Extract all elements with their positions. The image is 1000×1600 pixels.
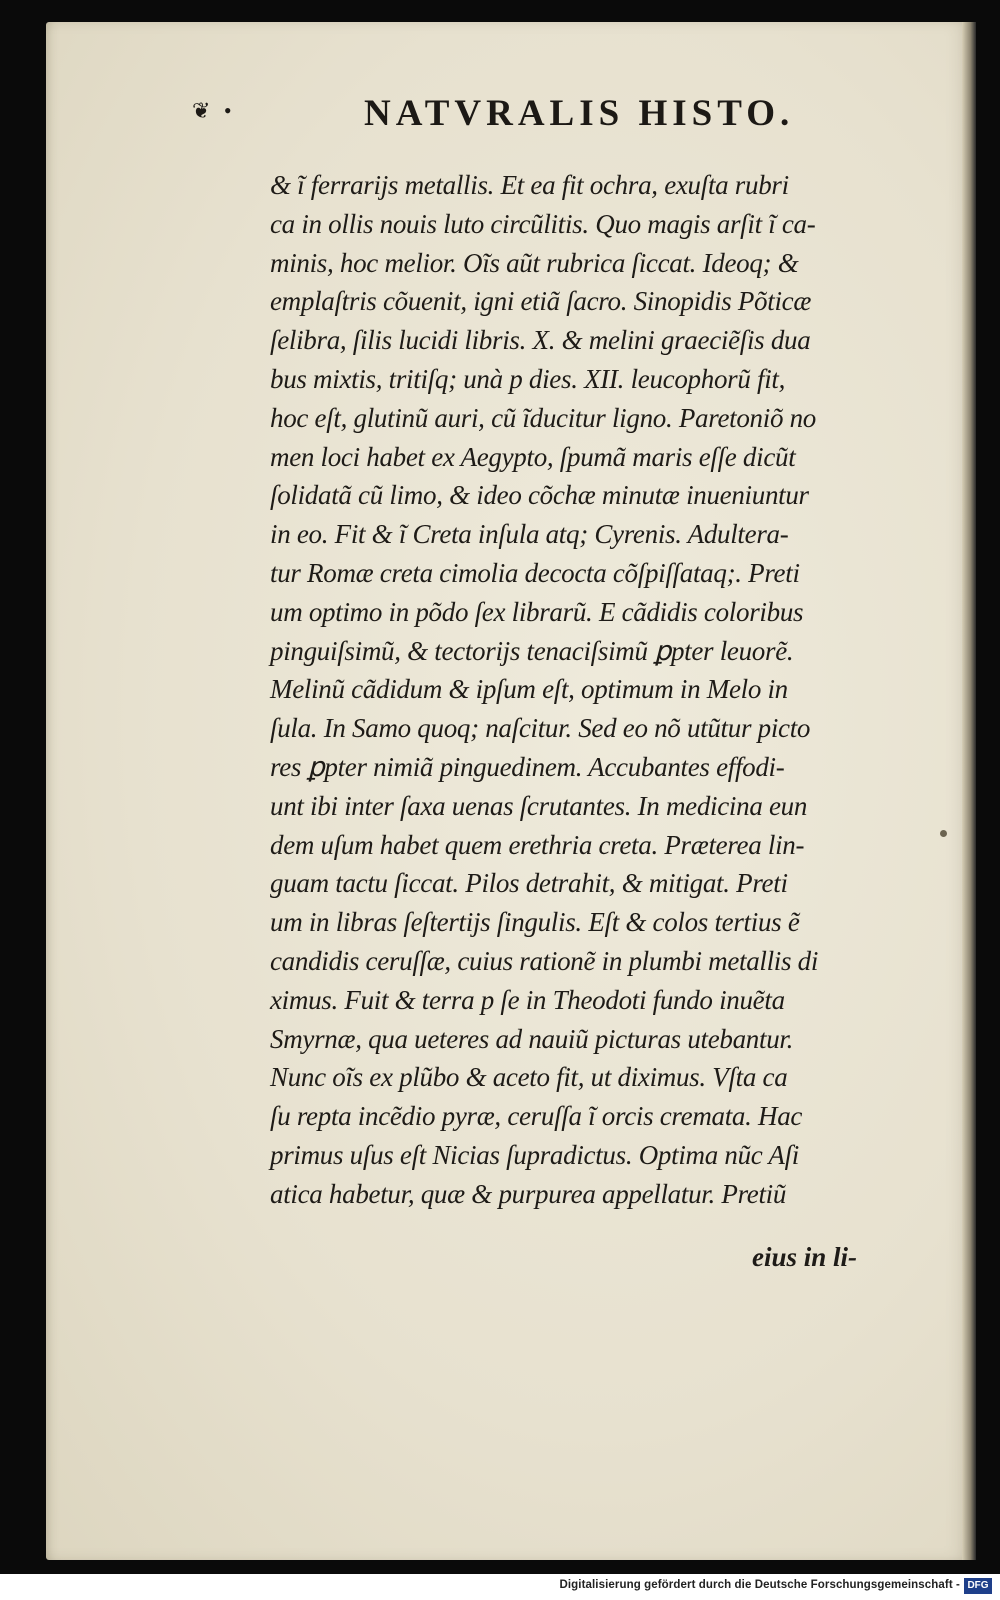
ink-speck bbox=[940, 830, 947, 837]
text-line: primus uſus eſt Nicias ſupradictus. Optima nũc Aſi bbox=[270, 1139, 800, 1170]
text-line: & ĩ ferrarijs metallis. Et ea fit ochra, exuſta rubri bbox=[270, 170, 789, 200]
footer-credit: Digitalisierung gefördert durch die Deutsche Forschungsgemeinschaft - bbox=[559, 1579, 960, 1591]
text-line: Nunc oĩs ex plũbo & aceto fit, ut diximus. Vſta ca bbox=[270, 1062, 788, 1093]
page-gutter bbox=[962, 22, 976, 1560]
text-line: ca in ollis nouis luto circũlitis. Quo magis arſit ĩ ca- bbox=[270, 208, 816, 239]
text-line: unt ibi inter ſaxa uenas ſcrutantes. In medicina eun bbox=[270, 790, 808, 821]
text-line: in eo. Fit & ĩ Creta inſula atq; Cyrenis. Adultera- bbox=[270, 519, 789, 550]
text-line: men loci habet ex Aegypto, ſpumã maris eſſe dicũt bbox=[270, 441, 796, 472]
text-line: um in libras ſeſtertijs ſingulis. Eſt & colos tertius ẽ bbox=[270, 907, 800, 938]
dfg-logo-icon: DFG bbox=[964, 1578, 992, 1594]
text-line: emplaſtris cõuenit, igni etiã ſacro. Sinopidis Põticæ bbox=[270, 286, 812, 317]
page-ornament: ❦ • bbox=[192, 98, 236, 123]
text-line: guam tactu ſiccat. Pilos detrahit, & mitigat. Preti bbox=[270, 868, 788, 899]
footer-bar bbox=[0, 1574, 1000, 1600]
text-line: atica habetur, quæ & purpurea appellatur. Pretiũ bbox=[270, 1178, 787, 1209]
text-line: minis, hoc melior. Oĩs aũt rubrica ſiccat. Ideoq; & bbox=[270, 247, 799, 278]
body-text bbox=[270, 166, 885, 1214]
text-line: hoc eſt, glutinũ auri, cũ ĩducitur ligno. Paretoniõ no bbox=[270, 402, 817, 433]
text-line: bus mixtis, tritiſq; unà p dies. XII. leucophorũ fit, bbox=[270, 363, 786, 394]
text-line: res ꝑpter nimiã pinguedinem. Accubantes effodi- bbox=[270, 751, 785, 782]
text-line: ſelibra, ſilis lucidi libris. X. & melini graeciẽſis dua bbox=[270, 325, 811, 356]
text-line: um optimo in põdo ſex librarũ. E cãdidis coloribus bbox=[270, 596, 804, 627]
running-head: NATVRALIS HISTO. bbox=[364, 93, 795, 134]
text-line: pinguiſsimũ, & tectorijs tenaciſsimũ ꝑpter leuorẽ. bbox=[270, 635, 794, 666]
catchword: eius in li- bbox=[752, 1242, 858, 1272]
text-line: ſula. In Samo quoq; naſcitur. Sed eo nõ utũtur picto bbox=[270, 713, 811, 744]
text-line: ſu repta incẽdio pyræ, ceruſſa ĩ orcis cremata. Hac bbox=[270, 1101, 803, 1132]
text-line: Melinũ cãdidum & ipſum eſt, optimum in Melo in bbox=[270, 674, 788, 705]
text-line: dem uſum habet quem erethria creta. Præterea lin- bbox=[270, 829, 805, 860]
text-line: ximus. Fuit & terra p ſe in Theodoti fundo inuẽta bbox=[270, 984, 785, 1015]
text-line: tur Romæ creta cimolia decocta cõſpiſſataq;. Preti bbox=[270, 557, 800, 588]
text-line: candidis ceruſſæ, cuius rationẽ in plumbi metallis di bbox=[270, 945, 819, 976]
text-line: Smyrnæ, qua ueteres ad nauiũ picturas utebantur. bbox=[270, 1023, 794, 1054]
text-line: ſolidatã cũ limo, & ideo cõchæ minutæ inueniuntur bbox=[270, 480, 809, 511]
